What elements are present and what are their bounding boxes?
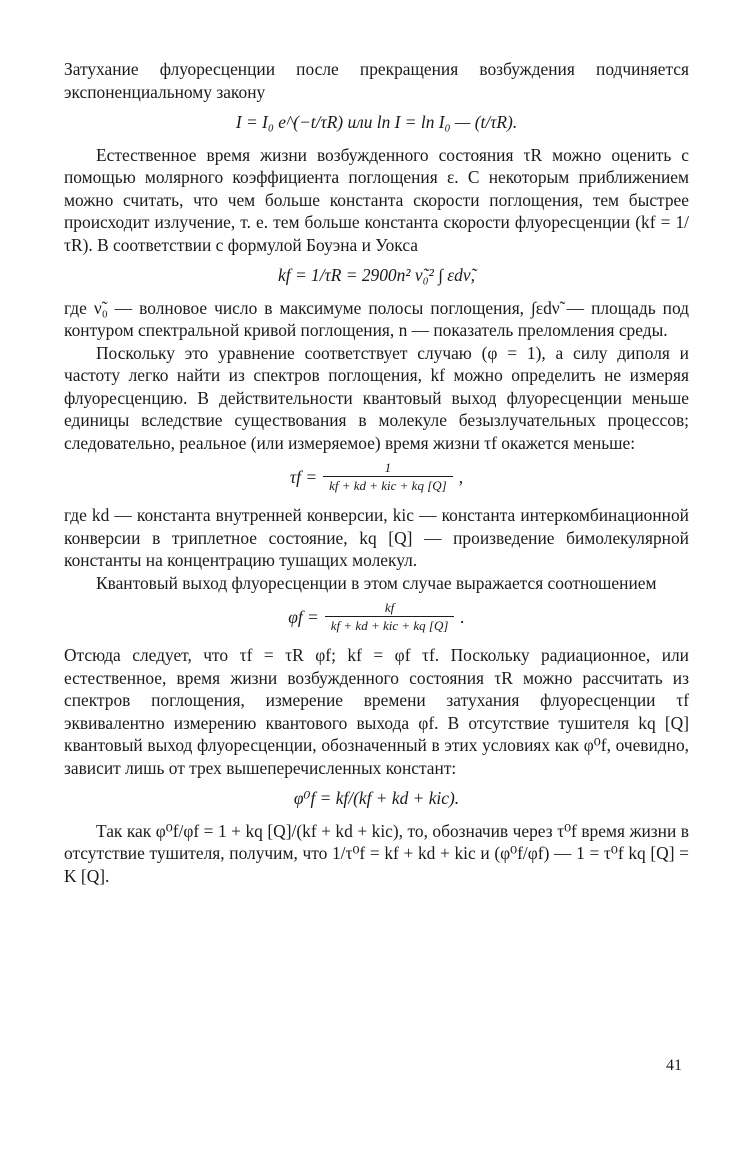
paragraph-3: где ν̃₀ — волновое число в максимуме полосы поглощения, ∫εdν̃ — площадь под контуром спектральной кривой поглощения, n — показатель преломления среды. [64, 297, 689, 340]
paragraph-1: Затухание флуоресценции после прекращения возбуждения подчиняется экспоненциальному закону [64, 59, 689, 102]
page-number: 41 [666, 1057, 682, 1074]
equation-bowen-wokes: kf = 1/τR = 2900n² ν̃₀² ∫ εdν̃, [278, 265, 475, 285]
equation-lifetime-tail: , [458, 466, 464, 487]
equation-quantum-yield [64, 600, 689, 634]
equation-quantum-yield-tail: . [460, 606, 465, 627]
equation-lifetime-lhs: τf = [289, 466, 318, 487]
equation-quantum-yield-numerator: kf [384, 600, 395, 615]
equation-quantum-yield-lhs: φf = [288, 606, 319, 627]
equation-decay-law: I = I₀ e^(−t/τR) или ln I = ln I₀ — (t/τR). [235, 112, 518, 132]
paragraph-4: Поскольку это уравнение соответствует случаю (φ = 1), а силу диполя и частоту легко найти из спектров поглощения, kf можно определить не измеряя флуоресценцию. В действительности квантовый выход флуоресценции меньше единицы вследствие существования в молекуле безызлучательных процессов; следовательно, реальное (или измеряемое) время жизни τf окажется меньше: [64, 342, 689, 453]
equation-quantum-yield-denominator: kf + kd + kic + kq [Q] [325, 616, 455, 634]
page-body [64, 58, 689, 887]
equation-lifetime-denominator: kf + kd + kic + kq [Q] [323, 476, 453, 494]
paragraph-6: Квантовый выход флуоресценции в этом случае выражается соотношением [96, 572, 657, 593]
paragraph-5: где kd — константа внутренней конверсии, kic — константа интеркомбинационной конверсии в триплетное состояние, kq [Q] — произведение бимолекулярной константы на концентрацию тушащих молекул. [64, 505, 689, 570]
equation-lifetime [64, 460, 689, 494]
equation-lifetime-numerator: 1 [384, 460, 392, 475]
equation-quantum-yield-fraction [325, 600, 455, 634]
equation-yield-no-quencher: φ⁰f = kf/(kf + kd + kic). [293, 788, 460, 808]
paragraph-8: Так как φ⁰f/φf = 1 + kq [Q]/(kf + kd + kic), то, обозначив через τ⁰f время жизни в отсутствие тушителя, получим, что 1/τ⁰f = kf + kd + kic и (φ⁰f/φf) — 1 = τ⁰f kq [Q] = K [Q]. [64, 820, 689, 886]
paragraph-2: Естественное время жизни возбужденного состояния τR можно оценить с помощью молярного коэффициента поглощения ε. С некоторым приближением можно считать, что чем больше константа скорости поглощения, тем быстрее происходит излучение, т. е. тем больше константа скорости флуоресценции (kf = 1/τR). В соответствии с формулой Боуэна и Уокса [64, 144, 689, 255]
equation-lifetime-fraction [323, 460, 453, 494]
paragraph-7: Отсюда следует, что τf = τR φf; kf = φf τf. Поскольку радиационное, или естественное, время жизни возбужденного состояния τR можно рассчитать из спектров поглощения, измерение времени затухания флуоресценции τf эквивалентно измерению квантового выхода φf. В отсутствие тушителя kq [Q] квантовый выход флуоресценции, обозначенный в этих условиях как φ⁰f, очевидно, зависит лишь от трех вышеперечисленных констант: [64, 645, 689, 778]
